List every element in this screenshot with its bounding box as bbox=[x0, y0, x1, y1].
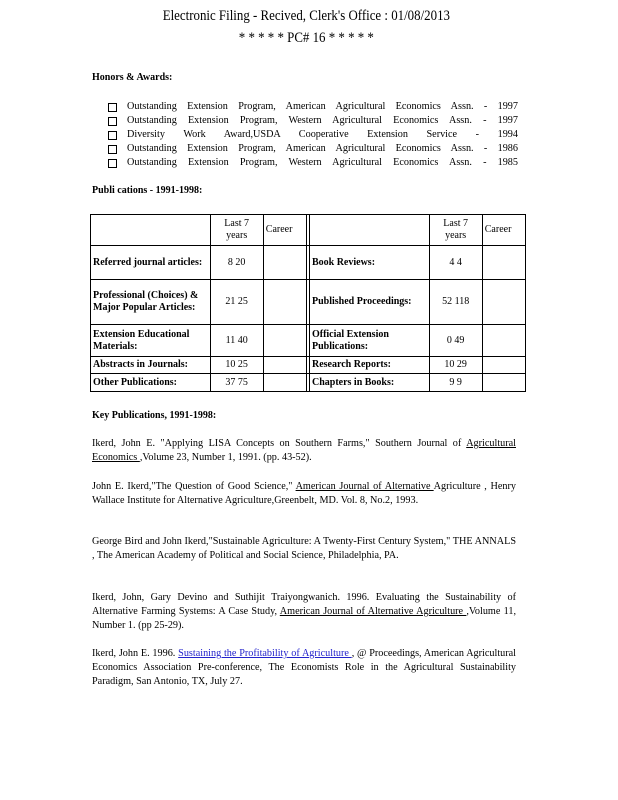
checkbox-icon bbox=[108, 145, 117, 154]
list-item: Outstanding Extension Program, American Agricultural Economics Assn. - 1997 bbox=[108, 100, 518, 114]
table-row: Last 7 years Career Last 7 years Career bbox=[91, 215, 526, 246]
citation: Ikerd, John, Gary Devino and Suthijit Traiyongwanich. 1996. Evaluating the Sustainability of Alternative Farming Systems: A Case Study, American Journal of Alternative Agriculture ,Volume 11, Number 1. (pp 25-29). bbox=[92, 592, 516, 631]
citation-link[interactable]: Sustaining the Profitability of Agriculture bbox=[178, 648, 352, 659]
citation: Ikerd, John E. "Applying LISA Concepts on Southern Farms," Southern Journal of Agricultural Economics ,Volume 23, Number 1, 1991. (pp. 43-52). bbox=[92, 438, 516, 463]
case-number: * * * * * PC# 16 * * * * * bbox=[238, 30, 374, 46]
list-item: Outstanding Extension Program, American Agricultural Economics Assn. - 1986 bbox=[108, 142, 518, 156]
filing-header: Electronic Filing - Recived, Clerk's Office : 01/08/2013 bbox=[162, 8, 450, 24]
table-row: Other Publications: 37 75 Chapters in Books: 9 9 bbox=[91, 374, 526, 392]
checkbox-icon bbox=[108, 131, 117, 140]
honors-heading: Honors & Awards: bbox=[92, 72, 173, 83]
citation: John E. Ikerd,"The Question of Good Science," American Journal of Alternative Agriculture , Henry Wallace Institute for Alternative Agriculture,Greenbelt, MD. Vol. 8, No.2, 1993. bbox=[92, 481, 516, 506]
honors-list bbox=[108, 100, 518, 170]
table-row: Professional (Choices) & Major Popular Articles: 21 25 Published Proceedings: 52 118 bbox=[91, 280, 526, 325]
checkbox-icon bbox=[108, 103, 117, 112]
citation: George Bird and John Ikerd,"Sustainable Agriculture: A Twenty-First Century System," THE ANNALS , The American Academy of Political and Social Science, Philadelphia, PA. bbox=[92, 536, 516, 561]
table-row: Extension Educational Materials: 11 40 Official Extension Publications: 0 49 bbox=[91, 325, 526, 357]
checkbox-icon bbox=[108, 117, 117, 126]
table-row: Referred journal articles: 8 20 Book Reviews: 4 4 bbox=[91, 246, 526, 280]
publications-table bbox=[90, 214, 526, 392]
list-item: Diversity Work Award,USDA Cooperative Extension Service - 1994 bbox=[108, 128, 518, 142]
key-publications-heading: Key Publications, 1991-1998: bbox=[92, 410, 217, 421]
citation: Ikerd, John E. 1996. Sustaining the Profitability of Agriculture , @ Proceedings, American Agricultural Economics Association Pre-conference, The Economists Role in the Agricultural Sustainability Paradigm, San Antonio, TX, July 27. bbox=[92, 648, 516, 687]
table-row: Abstracts in Journals: 10 25 Research Reports: 10 29 bbox=[91, 357, 526, 374]
checkbox-icon bbox=[108, 159, 117, 168]
list-item: Outstanding Extension Program, Western Agricultural Economics Assn. - 1997 bbox=[108, 114, 518, 128]
publications-heading: Publi cations - 1991-1998: bbox=[92, 185, 203, 196]
list-item: Outstanding Extension Program, Western Agricultural Economics Assn. - 1985 bbox=[108, 156, 518, 170]
